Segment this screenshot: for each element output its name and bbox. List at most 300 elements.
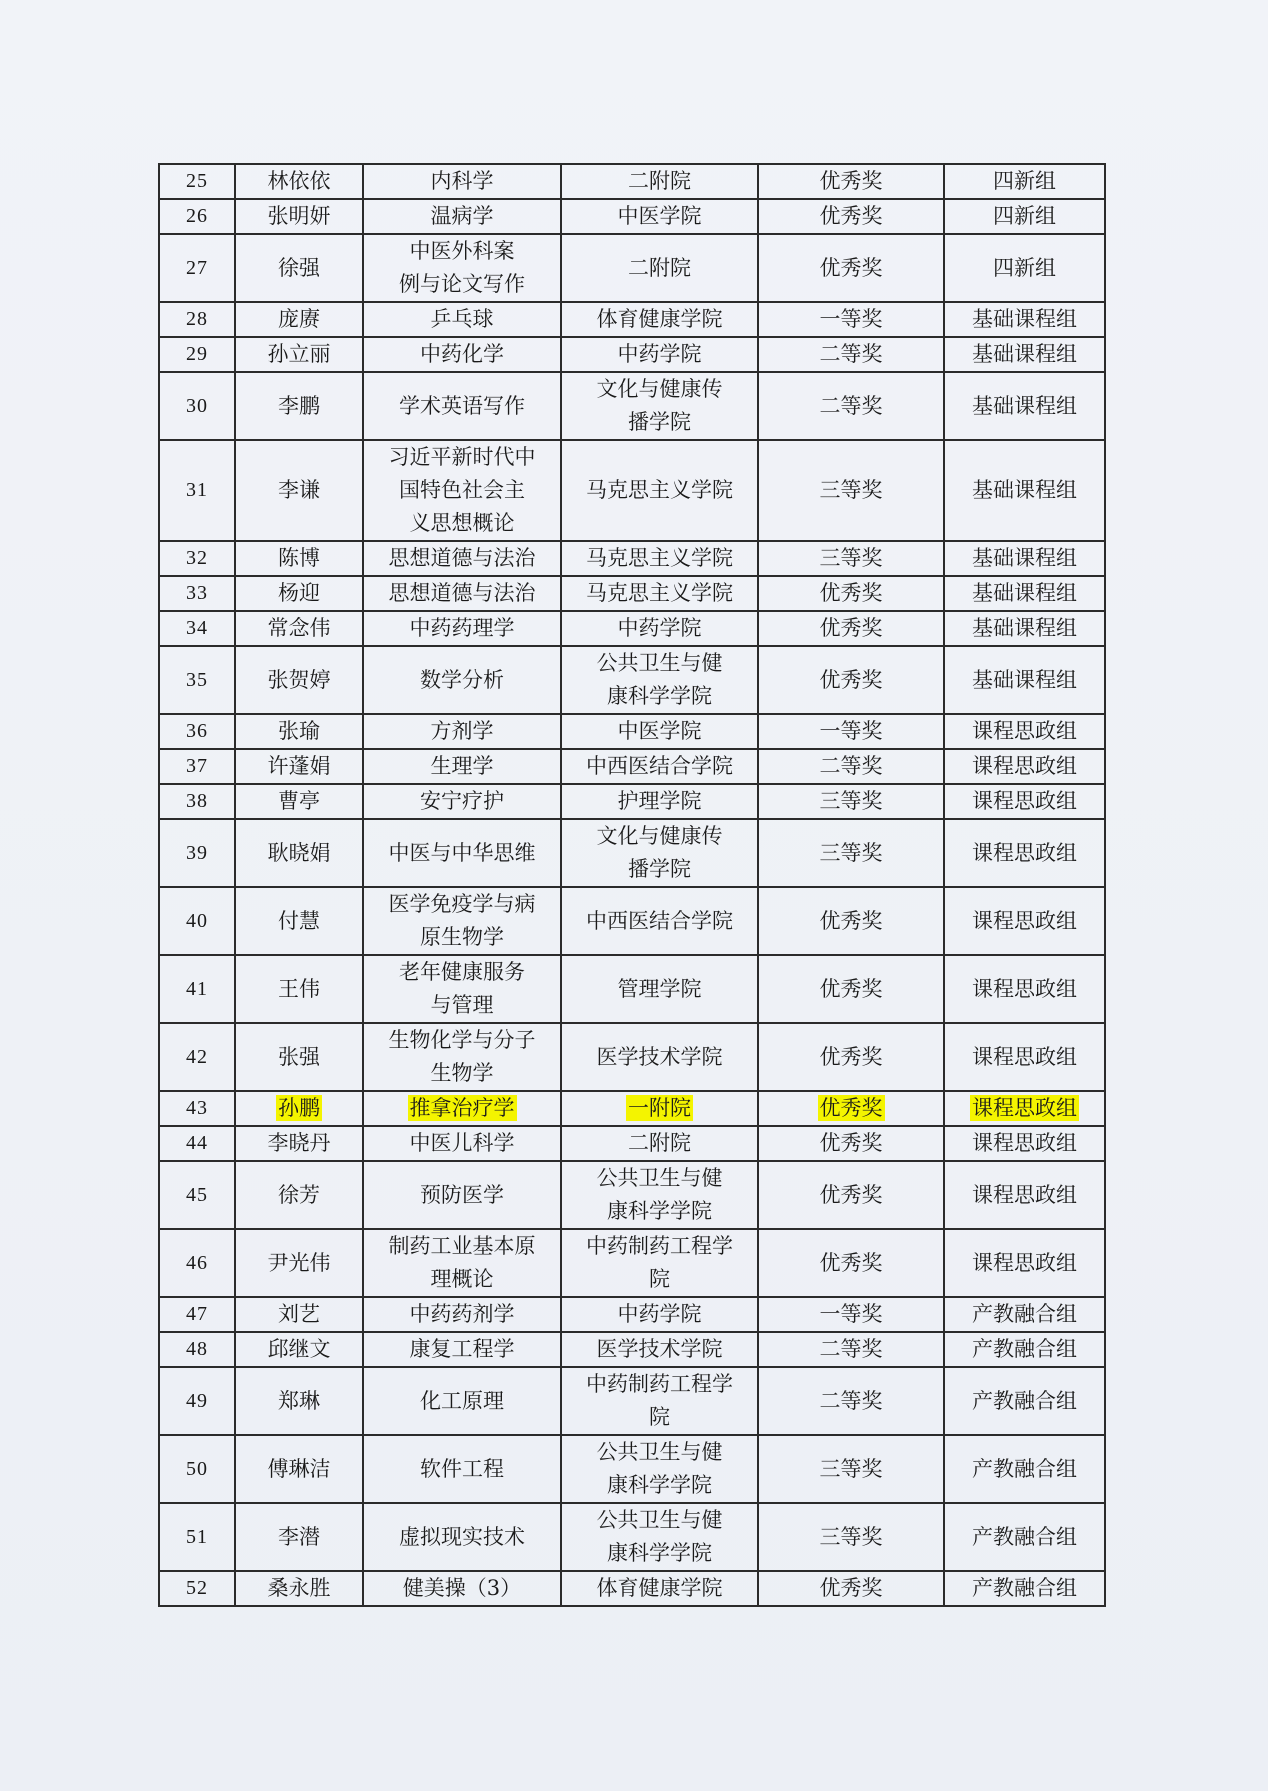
college-name: 马克思主义学院 — [586, 478, 733, 502]
college-name-cell — [561, 1161, 758, 1229]
award-level-cell — [758, 714, 944, 749]
group-name-cell — [944, 1091, 1105, 1126]
row-number-cell — [159, 1126, 235, 1161]
course-name: 预防医学 — [420, 1182, 504, 1207]
row-number-cell — [159, 887, 235, 955]
row-number: 49 — [186, 1389, 208, 1412]
group-name-cell — [944, 234, 1105, 302]
teacher-name-cell — [235, 1023, 363, 1091]
teacher-name-cell — [235, 541, 363, 576]
group-name: 课程思政组 — [972, 1182, 1077, 1207]
award-level: 三等奖 — [819, 840, 883, 865]
course-name-cell — [363, 337, 561, 372]
group-name-cell — [944, 337, 1105, 372]
course-name: 生理学 — [430, 754, 494, 778]
course-name: 软件工程 — [420, 1456, 504, 1481]
college-name-cell — [561, 819, 758, 887]
award-level-cell — [758, 1161, 944, 1229]
college-name: 文化与健康传 播学院 — [596, 824, 723, 881]
table-row — [159, 1229, 1105, 1297]
college-name: 公共卫生与健 康科学学院 — [596, 651, 723, 708]
course-name: 健美操（3） — [402, 1576, 522, 1600]
course-name-cell — [363, 372, 561, 440]
table-row — [159, 1091, 1105, 1126]
college-name-cell — [561, 372, 758, 440]
table-row — [159, 164, 1105, 199]
row-number: 28 — [186, 308, 208, 330]
course-name: 制药工业基本原 理概论 — [388, 1234, 536, 1291]
group-name-cell — [944, 1161, 1105, 1229]
course-name-cell — [363, 1297, 561, 1332]
row-number: 25 — [186, 170, 208, 192]
group-name: 课程思政组 — [972, 1250, 1077, 1275]
group-name-cell — [944, 714, 1105, 749]
teacher-name-cell — [235, 646, 363, 714]
course-name: 康复工程学 — [409, 1337, 515, 1361]
college-name-cell — [561, 749, 758, 784]
row-number-cell — [159, 749, 235, 784]
teacher-name-cell — [235, 819, 363, 887]
award-level-cell — [758, 1023, 944, 1091]
table-row — [159, 337, 1105, 372]
course-name: 虚拟现实技术 — [399, 1524, 525, 1549]
college-name: 一附院 — [628, 1096, 691, 1120]
college-name: 马克思主义学院 — [586, 546, 733, 570]
award-level-cell — [758, 372, 944, 440]
teacher-name: 孙鹏 — [278, 1096, 320, 1120]
teacher-name: 李晓丹 — [267, 1131, 331, 1155]
group-name: 产教融合组 — [972, 1337, 1077, 1361]
course-name: 学术英语写作 — [399, 393, 525, 418]
group-name-cell — [944, 576, 1105, 611]
course-name-cell — [363, 714, 561, 749]
course-name: 温病学 — [430, 204, 494, 228]
row-number-cell — [159, 541, 235, 576]
teacher-name-cell — [235, 576, 363, 611]
group-name: 产教融合组 — [972, 1456, 1077, 1481]
row-number: 27 — [186, 256, 208, 279]
college-name: 中医学院 — [617, 204, 702, 228]
row-number: 26 — [186, 205, 208, 227]
teacher-name-cell — [235, 440, 363, 541]
teacher-name: 林依依 — [267, 169, 331, 193]
course-name-cell — [363, 1332, 561, 1367]
row-number: 39 — [186, 841, 208, 864]
group-name-cell — [944, 1571, 1105, 1606]
college-name: 中药制药工程学 院 — [586, 1234, 733, 1291]
college-name-cell — [561, 541, 758, 576]
award-level-cell — [758, 234, 944, 302]
table-row — [159, 1126, 1105, 1161]
row-number: 37 — [186, 755, 208, 777]
award-level-cell — [758, 576, 944, 611]
teacher-name: 陈博 — [278, 546, 320, 570]
college-name: 中药学院 — [617, 616, 702, 640]
award-level-cell — [758, 955, 944, 1023]
table-row — [159, 1161, 1105, 1229]
college-name: 中医学院 — [617, 719, 702, 743]
table-row — [159, 576, 1105, 611]
group-name-cell — [944, 611, 1105, 646]
table-row — [159, 1367, 1105, 1435]
teacher-name: 徐强 — [278, 255, 320, 280]
teacher-name: 张贺婷 — [267, 667, 331, 692]
row-number: 41 — [186, 977, 208, 1000]
group-name-cell — [944, 1023, 1105, 1091]
course-name: 思想道德与法治 — [388, 581, 536, 605]
award-level-cell — [758, 1571, 944, 1606]
college-name-cell — [561, 302, 758, 337]
table-row — [159, 1023, 1105, 1091]
group-name-cell — [944, 1297, 1105, 1332]
table-row — [159, 955, 1105, 1023]
award-level: 优秀奖 — [819, 1131, 883, 1155]
course-name-cell — [363, 1161, 561, 1229]
row-number: 36 — [186, 720, 208, 742]
college-name: 管理学院 — [617, 976, 702, 1001]
course-name: 中医外科案 例与论文写作 — [399, 239, 525, 296]
course-name: 推拿治疗学 — [409, 1096, 515, 1120]
award-level: 二等奖 — [819, 1337, 883, 1361]
course-name-cell — [363, 955, 561, 1023]
group-name: 课程思政组 — [972, 754, 1077, 778]
college-name: 体育健康学院 — [596, 1576, 723, 1600]
teacher-name-cell — [235, 887, 363, 955]
college-name: 二附院 — [628, 1131, 691, 1155]
table-row — [159, 646, 1105, 714]
group-name: 四新组 — [993, 255, 1056, 280]
college-name: 二附院 — [628, 255, 691, 280]
college-name: 中药制药工程学 院 — [586, 1372, 733, 1429]
award-table — [158, 163, 1106, 1607]
teacher-name-cell — [235, 784, 363, 819]
table-row — [159, 302, 1105, 337]
group-name: 产教融合组 — [972, 1388, 1077, 1413]
row-number: 30 — [186, 394, 208, 417]
group-name: 基础课程组 — [972, 307, 1077, 331]
college-name-cell — [561, 1435, 758, 1503]
college-name: 中药学院 — [617, 342, 702, 366]
group-name-cell — [944, 819, 1105, 887]
group-name-cell — [944, 1229, 1105, 1297]
table-row — [159, 749, 1105, 784]
group-name: 基础课程组 — [972, 393, 1077, 418]
college-name-cell — [561, 1367, 758, 1435]
course-name-cell — [363, 1367, 561, 1435]
group-name-cell — [944, 1367, 1105, 1435]
award-level: 优秀奖 — [819, 667, 883, 692]
table-row — [159, 1571, 1105, 1606]
course-name: 内科学 — [430, 169, 494, 193]
teacher-name-cell — [235, 1571, 363, 1606]
teacher-name-cell — [235, 1229, 363, 1297]
award-level: 优秀奖 — [819, 169, 883, 193]
course-name-cell — [363, 234, 561, 302]
course-name: 数学分析 — [420, 667, 504, 692]
row-number-cell — [159, 164, 235, 199]
row-number-cell — [159, 234, 235, 302]
table-row — [159, 611, 1105, 646]
group-name-cell — [944, 302, 1105, 337]
course-name-cell — [363, 440, 561, 541]
row-number-cell — [159, 1571, 235, 1606]
college-name-cell — [561, 1126, 758, 1161]
row-number: 34 — [186, 617, 208, 639]
row-number: 35 — [186, 668, 208, 691]
course-name: 医学免疫学与病 原生物学 — [388, 892, 536, 949]
teacher-name: 张明妍 — [267, 204, 331, 228]
row-number-cell — [159, 1297, 235, 1332]
teacher-name-cell — [235, 302, 363, 337]
award-level-cell — [758, 749, 944, 784]
course-name-cell — [363, 1229, 561, 1297]
group-name-cell — [944, 199, 1105, 234]
row-number: 32 — [186, 547, 208, 569]
row-number: 43 — [186, 1097, 208, 1119]
group-name-cell — [944, 1332, 1105, 1367]
row-number: 44 — [186, 1132, 208, 1154]
row-number: 31 — [186, 479, 208, 501]
teacher-name-cell — [235, 234, 363, 302]
course-name: 中医与中华思维 — [388, 840, 536, 865]
group-name: 基础课程组 — [972, 581, 1077, 605]
award-level: 二等奖 — [819, 393, 883, 418]
group-name: 产教融合组 — [972, 1524, 1077, 1549]
teacher-name: 曹亭 — [278, 789, 320, 813]
course-name-cell — [363, 1091, 561, 1126]
row-number: 29 — [186, 343, 208, 365]
teacher-name: 张瑜 — [278, 719, 320, 743]
college-name: 护理学院 — [617, 789, 702, 813]
college-name: 公共卫生与健 康科学学院 — [596, 1166, 723, 1223]
college-name-cell — [561, 576, 758, 611]
college-name-cell — [561, 1571, 758, 1606]
award-level-cell — [758, 1367, 944, 1435]
course-name-cell — [363, 611, 561, 646]
course-name: 中医儿科学 — [409, 1131, 515, 1155]
row-number: 46 — [186, 1251, 208, 1274]
row-number-cell — [159, 372, 235, 440]
group-name: 基础课程组 — [972, 546, 1077, 570]
row-number-cell — [159, 576, 235, 611]
table-row — [159, 541, 1105, 576]
award-level: 三等奖 — [819, 789, 883, 813]
row-number-cell — [159, 302, 235, 337]
group-name: 四新组 — [993, 169, 1056, 193]
teacher-name: 尹光伟 — [267, 1250, 331, 1275]
teacher-name-cell — [235, 1435, 363, 1503]
course-name-cell — [363, 819, 561, 887]
course-name: 安宁疗护 — [420, 789, 504, 813]
course-name: 化工原理 — [420, 1388, 504, 1413]
course-name-cell — [363, 1571, 561, 1606]
course-name: 中药化学 — [420, 342, 504, 366]
teacher-name-cell — [235, 337, 363, 372]
row-number: 40 — [186, 909, 208, 932]
table-row — [159, 234, 1105, 302]
college-name-cell — [561, 646, 758, 714]
course-name-cell — [363, 302, 561, 337]
teacher-name: 李鹏 — [278, 393, 320, 418]
group-name: 课程思政组 — [972, 976, 1077, 1001]
row-number: 48 — [186, 1338, 208, 1360]
row-number-cell — [159, 1161, 235, 1229]
award-level-cell — [758, 1229, 944, 1297]
award-table-body — [159, 164, 1105, 1606]
row-number-cell — [159, 646, 235, 714]
teacher-name: 刘艺 — [278, 1302, 320, 1326]
group-name-cell — [944, 887, 1105, 955]
group-name: 基础课程组 — [972, 342, 1077, 366]
award-level-cell — [758, 541, 944, 576]
row-number-cell — [159, 1332, 235, 1367]
course-name: 方剂学 — [430, 719, 494, 743]
group-name-cell — [944, 646, 1105, 714]
college-name-cell — [561, 1091, 758, 1126]
table-row — [159, 887, 1105, 955]
award-level: 一等奖 — [819, 719, 883, 743]
college-name-cell — [561, 1229, 758, 1297]
award-level-cell — [758, 1297, 944, 1332]
table-row — [159, 440, 1105, 541]
course-name: 乒乓球 — [430, 307, 494, 331]
college-name-cell — [561, 234, 758, 302]
college-name: 医学技术学院 — [596, 1337, 723, 1361]
college-name: 中西医结合学院 — [586, 754, 733, 778]
award-level: 三等奖 — [819, 546, 883, 570]
college-name: 文化与健康传 播学院 — [596, 377, 723, 434]
teacher-name: 李谦 — [278, 478, 320, 502]
college-name-cell — [561, 955, 758, 1023]
course-name-cell — [363, 576, 561, 611]
college-name-cell — [561, 784, 758, 819]
course-name-cell — [363, 784, 561, 819]
group-name: 基础课程组 — [972, 616, 1077, 640]
teacher-name-cell — [235, 1332, 363, 1367]
teacher-name: 许蓬娟 — [267, 754, 331, 778]
college-name-cell — [561, 164, 758, 199]
row-number-cell — [159, 714, 235, 749]
table-row — [159, 819, 1105, 887]
award-level: 优秀奖 — [819, 255, 883, 280]
group-name: 课程思政组 — [972, 719, 1077, 743]
award-level-cell — [758, 199, 944, 234]
teacher-name: 傅琳洁 — [267, 1456, 331, 1481]
award-level-cell — [758, 611, 944, 646]
college-name: 马克思主义学院 — [586, 581, 733, 605]
table-row — [159, 1435, 1105, 1503]
course-name-cell — [363, 541, 561, 576]
teacher-name-cell — [235, 1091, 363, 1126]
award-level-cell — [758, 819, 944, 887]
teacher-name: 付慧 — [278, 908, 320, 933]
award-level: 一等奖 — [819, 307, 883, 331]
group-name: 课程思政组 — [972, 908, 1077, 933]
group-name: 产教融合组 — [972, 1576, 1077, 1600]
college-name-cell — [561, 1332, 758, 1367]
award-level: 优秀奖 — [819, 1250, 883, 1275]
teacher-name: 王伟 — [278, 976, 320, 1001]
college-name: 公共卫生与健 康科学学院 — [596, 1440, 723, 1497]
award-level-cell — [758, 1091, 944, 1126]
award-level: 优秀奖 — [819, 1576, 883, 1600]
row-number: 51 — [186, 1525, 208, 1548]
award-level: 一等奖 — [819, 1302, 883, 1326]
group-name: 课程思政组 — [972, 1131, 1077, 1155]
award-level-cell — [758, 1435, 944, 1503]
row-number: 38 — [186, 790, 208, 812]
row-number-cell — [159, 337, 235, 372]
teacher-name-cell — [235, 1297, 363, 1332]
award-level: 二等奖 — [819, 342, 883, 366]
course-name-cell — [363, 199, 561, 234]
course-name-cell — [363, 1435, 561, 1503]
college-name: 二附院 — [628, 169, 691, 193]
college-name: 中西医结合学院 — [586, 908, 733, 933]
teacher-name-cell — [235, 955, 363, 1023]
table-row — [159, 1503, 1105, 1571]
table-row — [159, 199, 1105, 234]
award-level: 优秀奖 — [819, 1044, 883, 1069]
course-name-cell — [363, 1126, 561, 1161]
college-name: 中药学院 — [617, 1302, 702, 1326]
group-name: 四新组 — [993, 204, 1056, 228]
award-level: 优秀奖 — [819, 581, 883, 605]
teacher-name: 郑琳 — [278, 1388, 320, 1413]
group-name-cell — [944, 1126, 1105, 1161]
row-number-cell — [159, 819, 235, 887]
course-name: 中药药剂学 — [409, 1302, 515, 1326]
row-number-cell — [159, 1023, 235, 1091]
award-level-cell — [758, 784, 944, 819]
teacher-name-cell — [235, 714, 363, 749]
course-name-cell — [363, 1023, 561, 1091]
teacher-name: 杨迎 — [278, 581, 320, 605]
award-level-cell — [758, 1503, 944, 1571]
teacher-name-cell — [235, 1126, 363, 1161]
group-name-cell — [944, 541, 1105, 576]
college-name-cell — [561, 1503, 758, 1571]
teacher-name: 耿晓娟 — [267, 840, 331, 865]
group-name-cell — [944, 1435, 1105, 1503]
row-number-cell — [159, 1367, 235, 1435]
award-level: 优秀奖 — [819, 908, 883, 933]
table-row — [159, 714, 1105, 749]
row-number: 45 — [186, 1183, 208, 1206]
row-number: 47 — [186, 1303, 208, 1325]
group-name: 产教融合组 — [972, 1302, 1077, 1326]
group-name: 课程思政组 — [972, 840, 1077, 865]
group-name-cell — [944, 784, 1105, 819]
award-level-cell — [758, 440, 944, 541]
college-name-cell — [561, 337, 758, 372]
teacher-name-cell — [235, 611, 363, 646]
table-row — [159, 372, 1105, 440]
teacher-name: 庞赓 — [278, 307, 320, 331]
row-number-cell — [159, 955, 235, 1023]
award-level: 优秀奖 — [819, 1096, 883, 1120]
award-level: 优秀奖 — [819, 204, 883, 228]
teacher-name-cell — [235, 164, 363, 199]
teacher-name: 徐芳 — [278, 1182, 320, 1207]
teacher-name-cell — [235, 372, 363, 440]
row-number-cell — [159, 611, 235, 646]
course-name-cell — [363, 887, 561, 955]
group-name: 基础课程组 — [972, 478, 1077, 502]
course-name: 老年健康服务 与管理 — [399, 960, 525, 1017]
college-name: 公共卫生与健 康科学学院 — [596, 1508, 723, 1565]
table-row — [159, 784, 1105, 819]
